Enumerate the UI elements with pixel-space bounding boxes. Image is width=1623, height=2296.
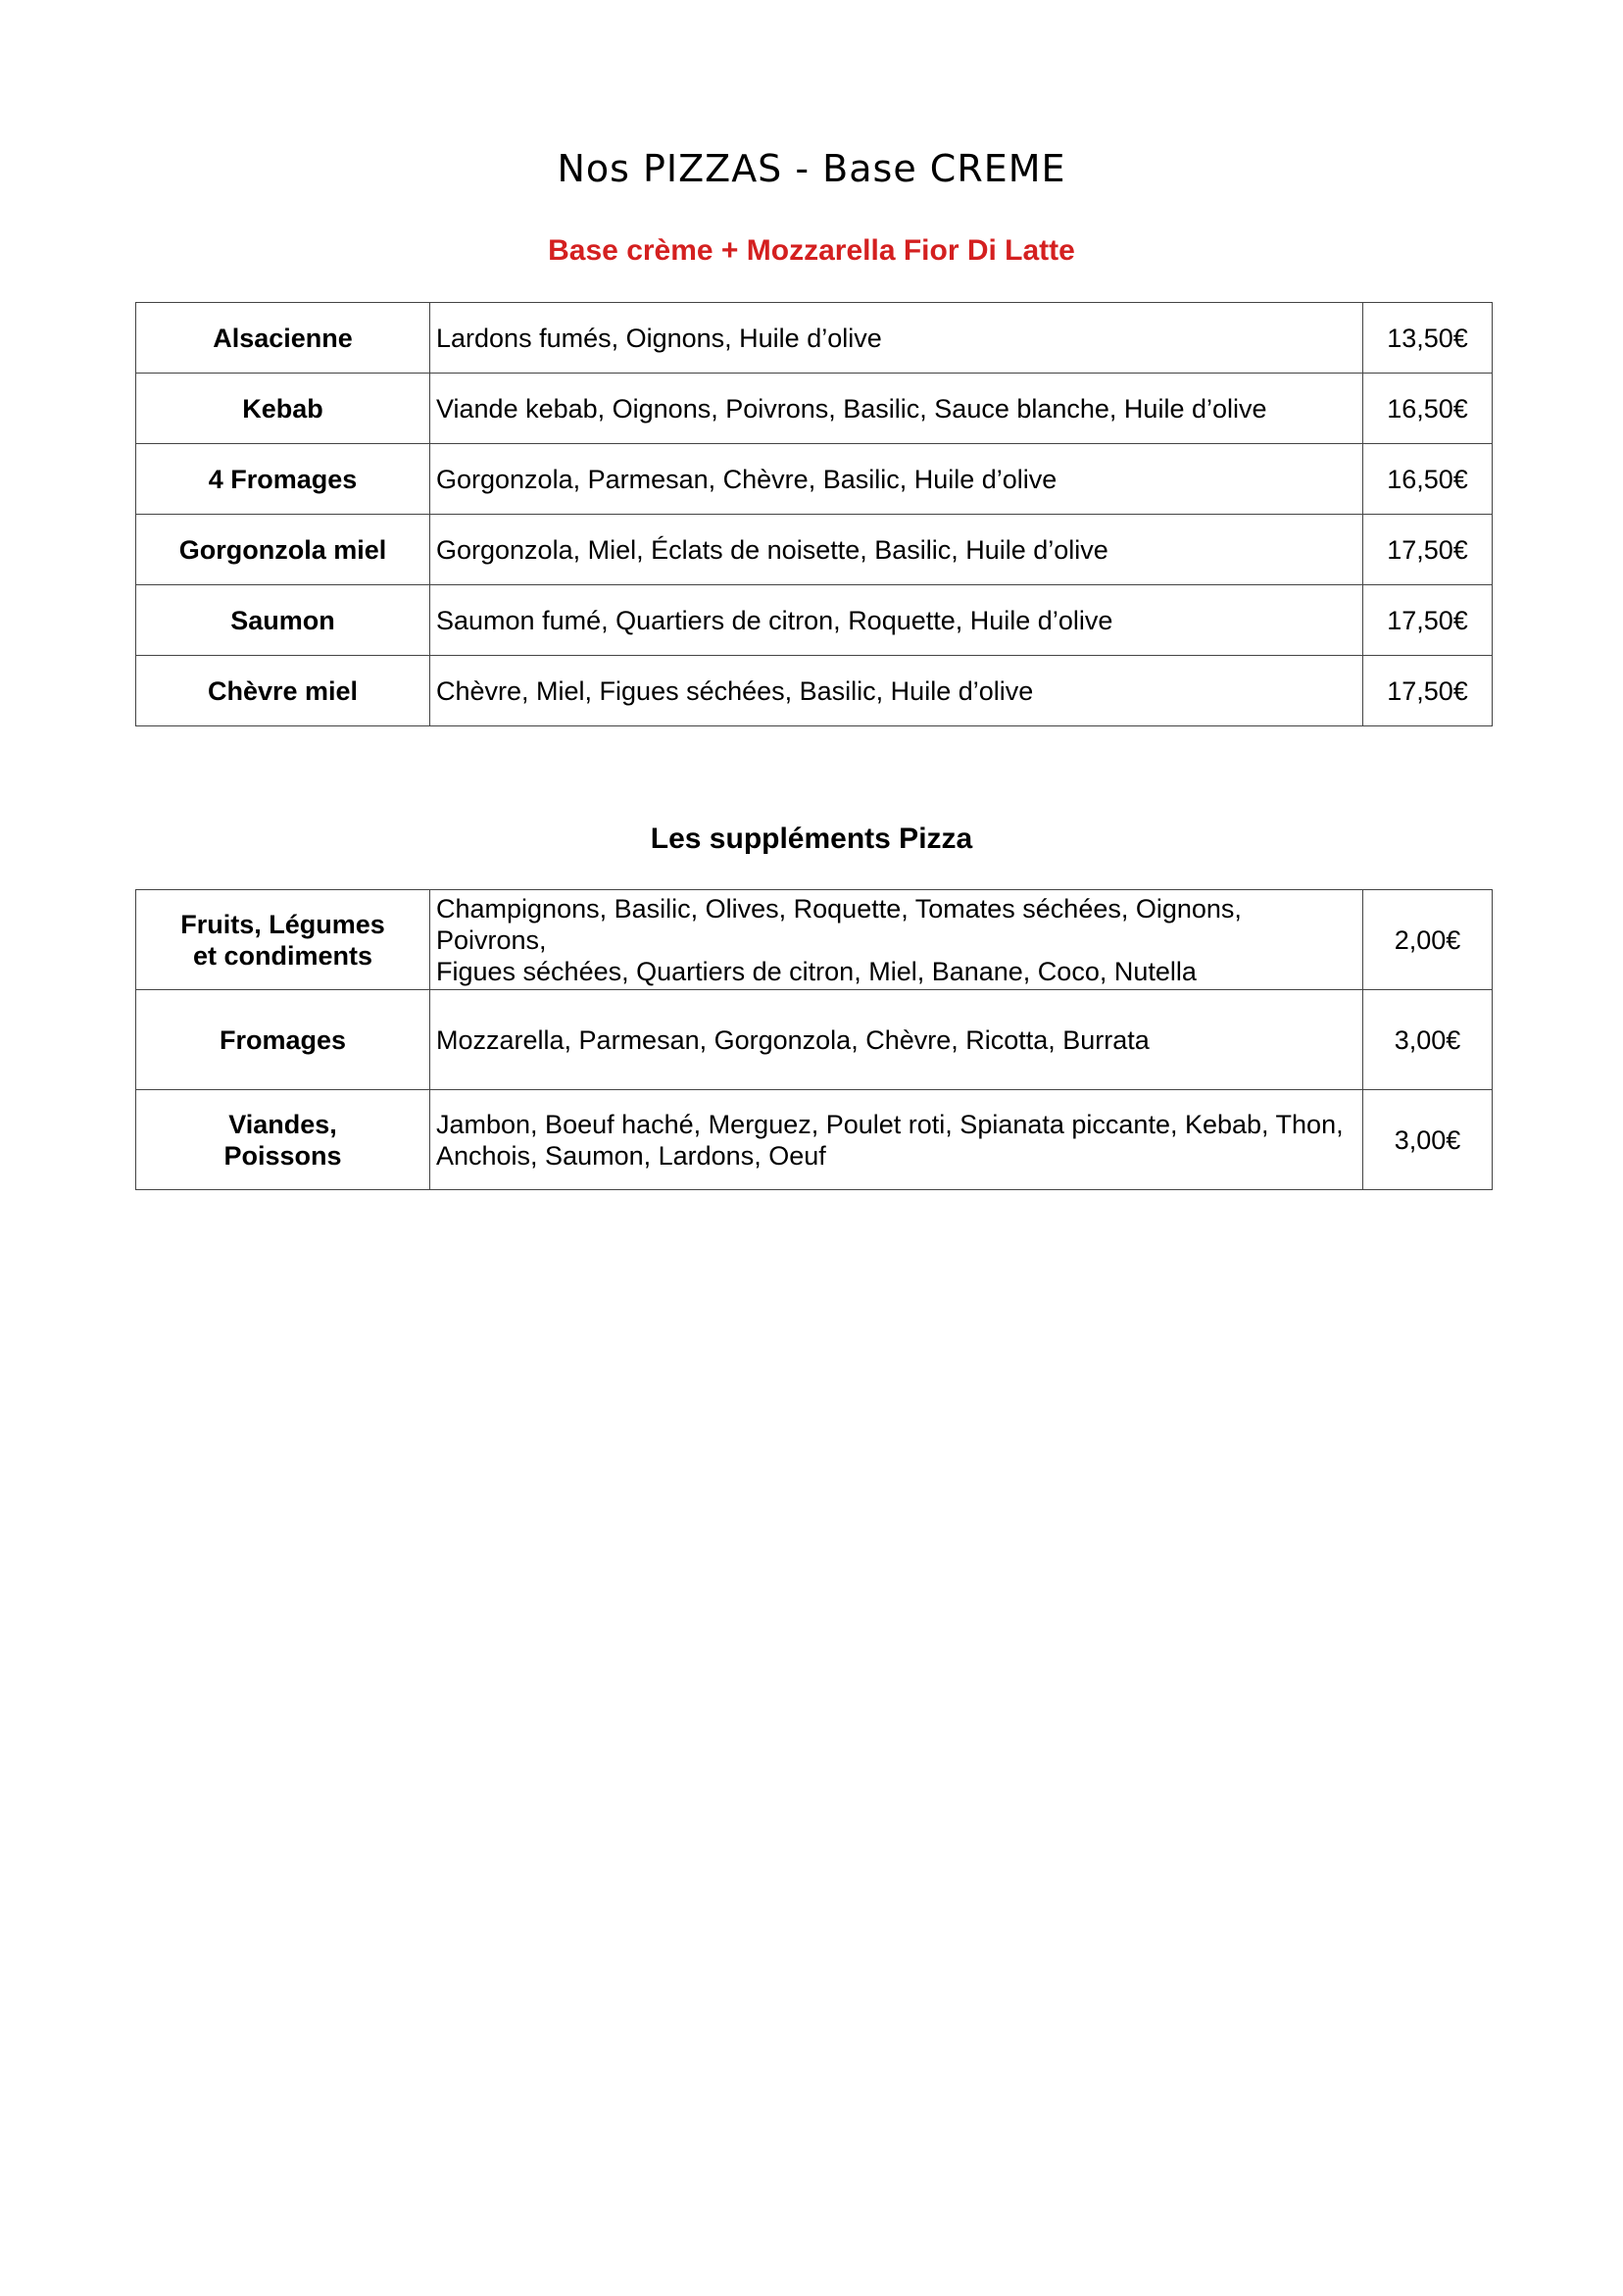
supplement-items-line: Mozzarella, Parmesan, Gorgonzola, Chèvre, Ricotta, Burrata [436,1024,1150,1055]
pizza-menu-table [135,302,1493,726]
table-row [136,515,1493,585]
table-row [136,303,1493,374]
pizza-price: 16,50€ [1363,374,1493,444]
supplements-title: Les suppléments Pizza [650,823,973,855]
page-title: Nos PIZZAS - Base CREME [557,147,1066,190]
pizza-name: 4 Fromages [136,444,430,515]
table-row [136,374,1493,444]
pizza-name: Kebab [136,374,430,444]
supplement-category [136,990,430,1090]
supplement-items-line: Anchois, Saumon, Lardons, Oeuf [436,1140,826,1171]
page-subtitle: Base crème + Mozzarella Fior Di Latte [548,234,1075,267]
pizza-price: 16,50€ [1363,444,1493,515]
pizza-name: Saumon [136,585,430,656]
supplement-category-line: Poissons [223,1140,342,1171]
supplement-price: 3,00€ [1363,1090,1493,1190]
pizza-ingredients: Viande kebab, Oignons, Poivrons, Basilic, Sauce blanche, Huile d’olive [430,374,1363,444]
supplement-price: 3,00€ [1363,990,1493,1090]
table-row [136,585,1493,656]
pizza-name: Gorgonzola miel [136,515,430,585]
table-row [136,444,1493,515]
supplement-items [430,990,1363,1090]
supplement-items [430,1090,1363,1190]
supplement-items [430,890,1363,990]
supplement-category-line: et condiments [192,940,373,971]
supplement-category-line: Fruits, Légumes [180,909,385,939]
supplement-category-line: Viandes, [228,1109,337,1139]
pizza-ingredients: Chèvre, Miel, Figues séchées, Basilic, Huile d’olive [430,656,1363,726]
table-row [136,656,1493,726]
supplements-table [135,889,1493,1190]
supplement-category-line: Fromages [219,1024,347,1055]
supplement-category [136,890,430,990]
supplement-category [136,1090,430,1190]
pizza-price: 17,50€ [1363,515,1493,585]
table-row [136,1090,1493,1190]
supplement-items-line: Champignons, Basilic, Olives, Roquette, Tomates séchées, Oignons, Poivrons, [436,893,1242,955]
supplement-items-line: Jambon, Boeuf haché, Merguez, Poulet roti, Spianata piccante, Kebab, Thon, [436,1109,1344,1139]
pizza-price: 13,50€ [1363,303,1493,374]
table-row [136,890,1493,990]
supplement-price: 2,00€ [1363,890,1493,990]
pizza-ingredients: Saumon fumé, Quartiers de citron, Roquette, Huile d’olive [430,585,1363,656]
pizza-ingredients: Gorgonzola, Parmesan, Chèvre, Basilic, Huile d’olive [430,444,1363,515]
pizza-name: Chèvre miel [136,656,430,726]
pizza-ingredients: Gorgonzola, Miel, Éclats de noisette, Basilic, Huile d’olive [430,515,1363,585]
pizza-price: 17,50€ [1363,585,1493,656]
pizza-name: Alsacienne [136,303,430,374]
supplement-items-line: Figues séchées, Quartiers de citron, Miel, Banane, Coco, Nutella [436,956,1197,986]
table-row [136,990,1493,1090]
pizza-ingredients: Lardons fumés, Oignons, Huile d’olive [430,303,1363,374]
pizza-price: 17,50€ [1363,656,1493,726]
